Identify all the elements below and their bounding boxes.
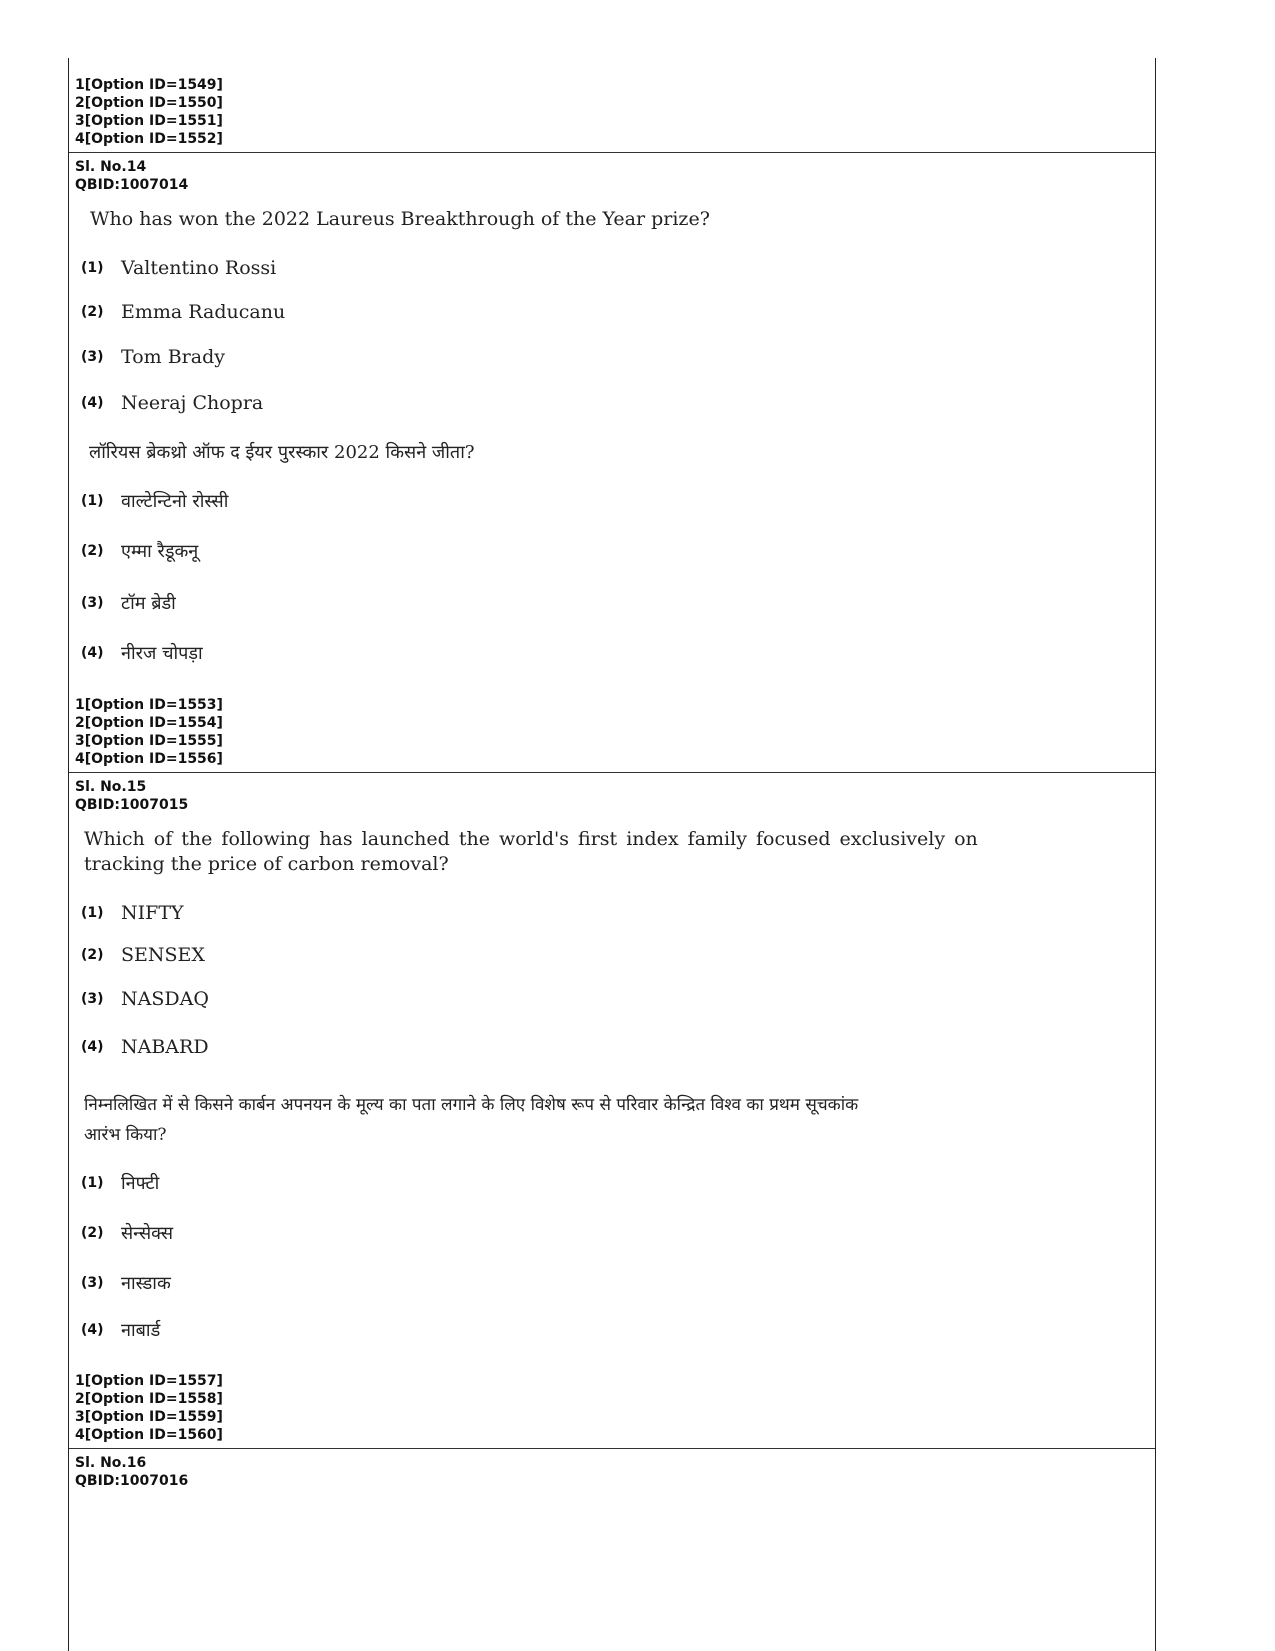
option-number: (1): [81, 493, 104, 509]
serial-number: Sl. No.16: [75, 1455, 147, 1471]
serial-number: Sl. No.14: [75, 159, 147, 175]
option-number: (3): [81, 349, 104, 365]
divider: [69, 152, 1155, 153]
option-id-4: 4[Option ID=1560]: [75, 1427, 223, 1443]
option-hi-3: [81, 588, 176, 618]
option-id-2: 2[Option ID=1550]: [75, 95, 223, 111]
option-text: Valtentino Rossi: [121, 257, 277, 279]
option-hi-1: [81, 1168, 159, 1198]
option-hi-2: [81, 1218, 173, 1248]
option-number: (3): [81, 595, 104, 611]
option-hi-2: [81, 536, 198, 566]
qbid: QBID:1007014: [75, 177, 189, 193]
divider: [69, 772, 1155, 773]
option-en-3: [81, 342, 225, 372]
option-id-3: 3[Option ID=1559]: [75, 1409, 223, 1425]
option-number: (3): [81, 991, 104, 1007]
option-en-2: [81, 297, 285, 327]
option-text: नीरज चोपड़ा: [121, 643, 203, 664]
option-id-4: 4[Option ID=1552]: [75, 131, 223, 147]
option-hi-4: [81, 1315, 160, 1345]
question-text-hi-line1: निम्नलिखित में से किसने कार्बन अपनयन के मूल्य का पता लगाने के लिए विशेष रूप से परिवार केन्द्रित विश्व का प्रथम सूचकांक: [84, 1095, 859, 1115]
option-text: Neeraj Chopra: [121, 392, 264, 414]
option-number: (4): [81, 645, 104, 661]
option-id-1: 1[Option ID=1549]: [75, 77, 223, 93]
question-text-hi: लॉरियस ब्रेकथ्रो ऑफ द ईयर पुरस्कार 2022 किसने जीता?: [89, 442, 475, 463]
option-id-1: 1[Option ID=1557]: [75, 1373, 223, 1389]
option-hi-1: [81, 486, 228, 516]
option-number: (2): [81, 543, 104, 559]
option-number: (1): [81, 1175, 104, 1191]
option-text: NIFTY: [121, 902, 184, 924]
option-text: सेन्सेक्स: [121, 1223, 174, 1244]
option-text: Tom Brady: [121, 346, 225, 368]
question-text-en-line1: Which of the following has launched the world's first index family focused exclusively on: [84, 828, 978, 850]
question-paper-frame: [68, 58, 1156, 1651]
option-id-3: 3[Option ID=1555]: [75, 733, 223, 749]
option-text: एम्मा रैडूकनू: [121, 541, 199, 562]
serial-number: Sl. No.15: [75, 779, 147, 795]
option-en-3: [81, 984, 209, 1014]
option-id-1: 1[Option ID=1553]: [75, 697, 223, 713]
question-text-en-line2: tracking the price of carbon removal?: [84, 853, 449, 875]
option-text: Emma Raducanu: [121, 301, 286, 323]
option-number: (3): [81, 1275, 104, 1291]
qbid: QBID:1007016: [75, 1473, 189, 1489]
option-en-4: [81, 388, 263, 418]
option-number: (4): [81, 395, 104, 411]
option-en-2: [81, 940, 205, 970]
option-id-4: 4[Option ID=1556]: [75, 751, 223, 767]
option-en-4: [81, 1032, 209, 1062]
option-text: निफ्टी: [121, 1173, 160, 1194]
option-en-1: [81, 253, 276, 283]
option-text: वाल्टेन्टिनो रोस्सी: [121, 491, 229, 512]
question-text-hi-line2: आरंभ किया?: [84, 1125, 167, 1145]
option-number: (1): [81, 905, 104, 921]
divider: [69, 1448, 1155, 1449]
option-text: टॉम ब्रेडी: [121, 593, 176, 614]
option-number: (2): [81, 304, 104, 320]
option-number: (2): [81, 947, 104, 963]
option-text: NASDAQ: [121, 988, 209, 1010]
option-number: (1): [81, 260, 104, 276]
qbid: QBID:1007015: [75, 797, 189, 813]
option-text: नाबार्ड: [121, 1320, 161, 1341]
option-text: SENSEX: [121, 944, 205, 966]
question-text-en: Who has won the 2022 Laureus Breakthrough of the Year prize?: [90, 208, 710, 230]
option-hi-3: [81, 1268, 171, 1298]
option-id-2: 2[Option ID=1558]: [75, 1391, 223, 1407]
option-text: NABARD: [121, 1036, 209, 1058]
option-en-1: [81, 898, 184, 928]
option-number: (4): [81, 1039, 104, 1055]
option-text: नास्डाक: [121, 1273, 171, 1294]
option-number: (2): [81, 1225, 104, 1241]
option-id-2: 2[Option ID=1554]: [75, 715, 223, 731]
option-id-3: 3[Option ID=1551]: [75, 113, 223, 129]
option-number: (4): [81, 1322, 104, 1338]
option-hi-4: [81, 638, 203, 668]
